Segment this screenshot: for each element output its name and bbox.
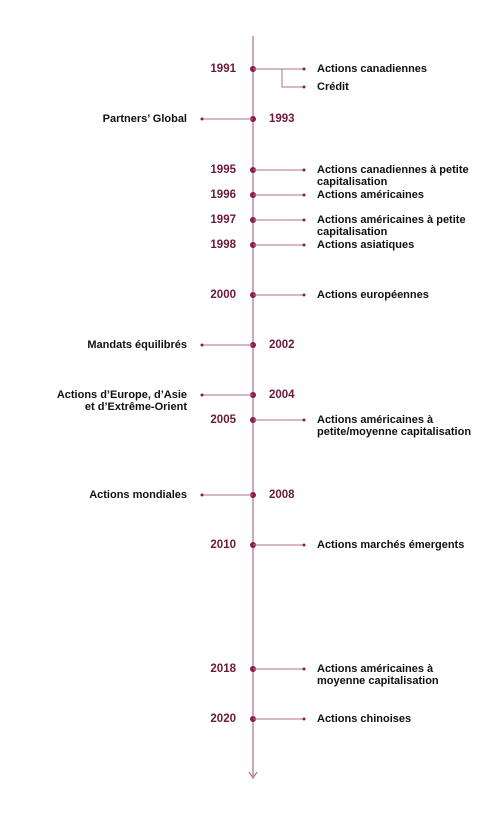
connector-end-dot <box>201 118 204 121</box>
elbow-connector <box>282 69 304 87</box>
event-label: Actions chinoises <box>317 713 412 725</box>
year-label: 2018 <box>210 663 236 675</box>
year-label: 2004 <box>269 389 295 401</box>
event-label: Partners’ Global <box>102 113 187 125</box>
connector-end-dot <box>303 194 306 197</box>
year-label: 2008 <box>269 489 295 501</box>
year-label: 1998 <box>210 239 236 251</box>
connector-end-dot <box>303 219 306 222</box>
connector-end-dot <box>201 394 204 397</box>
connector-end-dot <box>303 718 306 721</box>
year-label: 2020 <box>210 713 236 725</box>
event-label: Actions asiatiques <box>317 239 415 251</box>
event-label: Actions mondiales <box>89 489 187 501</box>
year-label: 2005 <box>210 414 236 426</box>
event-label: Actions américaines à moyenne capitalisation <box>317 663 439 687</box>
year-label: 1996 <box>210 189 236 201</box>
connector-end-dot <box>201 344 204 347</box>
connector-end-dot <box>303 86 306 89</box>
event-label: Actions canadiennes <box>317 63 428 75</box>
connector-end-dot <box>303 294 306 297</box>
year-label: 1991 <box>210 63 236 75</box>
connector-end-dot <box>303 544 306 547</box>
year-label: 2010 <box>210 539 236 551</box>
connector-end-dot <box>201 494 204 497</box>
year-label: 2000 <box>210 289 236 301</box>
event-label: Actions américaines <box>317 189 424 201</box>
event-label: Actions américaines à petite capitalisation <box>317 214 466 238</box>
year-label: 1997 <box>210 214 236 226</box>
connector-end-dot <box>303 668 306 671</box>
event-label: Actions canadiennes à petite capitalisation <box>317 164 469 188</box>
connector-end-dot <box>303 244 306 247</box>
year-label: 1995 <box>210 164 236 176</box>
connector-end-dot <box>303 419 306 422</box>
event-label: Actions européennes <box>317 289 429 301</box>
event-label: Actions américaines à petite/moyenne capitalisation <box>317 414 472 438</box>
event-label: Actions d’Europe, d’Asie et d’Extrême-Orient <box>56 389 187 413</box>
year-label: 1993 <box>269 113 295 125</box>
connector-end-dot <box>303 169 306 172</box>
connector-end-dot <box>303 68 306 71</box>
event-label: Actions marchés émergents <box>317 539 465 551</box>
event-label: Mandats équilibrés <box>87 339 187 351</box>
event-label: Crédit <box>317 81 349 93</box>
year-label: 2002 <box>269 339 295 351</box>
